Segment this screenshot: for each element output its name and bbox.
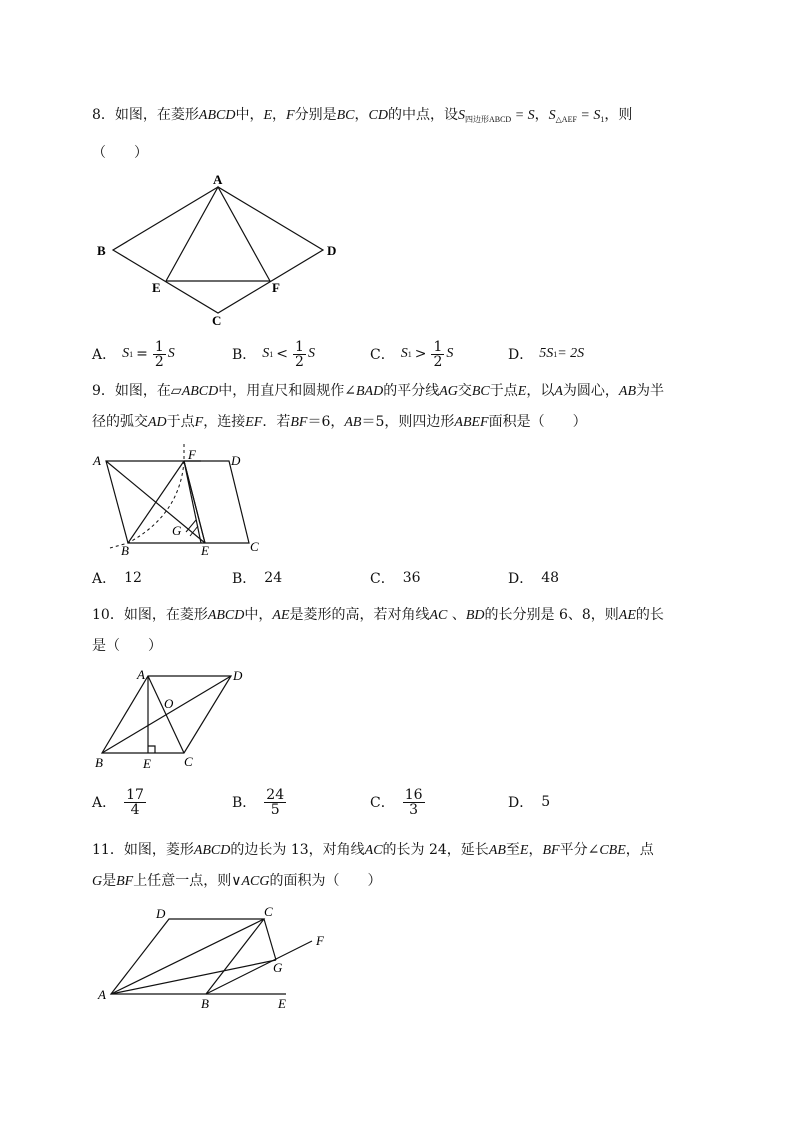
q10-rhombus [102,676,231,753]
option-idx: 1 [553,349,558,359]
q10-label-c: C [184,754,193,769]
q8-var: E [263,108,273,123]
option-fraction [403,788,425,817]
q10-right-angle-mark [148,746,155,753]
q10-text: 是菱形的高，若对角线 [289,607,430,623]
q8-text: 分别是 [294,107,337,123]
q11-bisector-bf [206,941,312,994]
frac-den: 2 [433,353,443,370]
frac-den: 2 [295,353,304,370]
q10-text: 的长分别是 6、8，则 [484,607,619,623]
q11-var: BF [542,843,560,858]
q9-text: ，连接 [203,414,246,430]
option-letter: B． [232,571,257,587]
q9-text: ，以 [526,383,555,399]
q11-var: AC [364,843,383,858]
frac-den: 3 [409,801,419,818]
q11-text: 的边长为 13，对角线 [230,842,365,858]
q8-s1-idx: 1 [600,115,605,124]
q9-label-b: B [121,543,129,558]
option-rhs: S [167,346,175,361]
q11-var: ABCD [193,843,231,858]
q11-text: 至 [505,842,520,858]
q9-label-c: C [250,539,259,554]
q9-parallelogram [106,461,249,543]
option-value: 48 [541,570,560,586]
q9-var: A [554,384,563,399]
q9-option-d[interactable] [508,563,559,593]
q8-text: ， [354,107,369,123]
q8-text: 如图，在菱形 [114,107,199,123]
q10-label-d: D [233,668,243,683]
q9-var: ABEF [454,415,489,430]
q11-line-ag [111,960,276,994]
q10-text: 中， [244,607,273,623]
q9-text: 交 [457,383,472,399]
option-letter: A． [92,571,117,587]
q9-line-fe [184,461,205,543]
option-rhs: = 2S [557,346,585,361]
q8-triangle-aef [166,187,270,281]
q9-var: E [517,384,527,399]
q9-var: EF [245,415,263,430]
q11-var: BF [116,874,134,889]
q9-option-b[interactable] [232,563,282,593]
q9-label-f: F [188,447,196,462]
q10-text: 、 [447,607,466,623]
q10-option-a[interactable] [92,784,148,820]
q9-var: AB [344,415,362,430]
q10-label-e: E [143,756,151,771]
q9-var: F [194,415,204,430]
q11-text: 的面积为（ ） [269,873,382,889]
option-op: = [136,346,148,362]
q9-parallel [184,461,201,543]
option-letter: A． [92,795,117,811]
frac-num: 1 [154,338,164,355]
q8-var: ABCD [198,108,236,123]
q10-var: BD [465,608,485,623]
q8-s-main: S [457,108,465,123]
q11-label-d: D [156,906,166,921]
q10-text: 是（ ） [92,638,162,654]
q8-label-a: A [213,172,223,187]
q10-text: 的长 [635,607,664,623]
q9-text: ＝6， [307,414,345,430]
q11-diagonal-ac [111,919,264,994]
q10-label-b: B [95,755,103,770]
q8-paren-text: （ ） [92,145,148,161]
option-idx: 1 [129,349,134,359]
q10-var: AE [272,608,290,623]
q9-var: ABCD [181,384,219,399]
q9-var: BAD [355,384,384,399]
q8-text: ， [534,107,549,123]
q9-option-a[interactable] [92,563,142,593]
q11-label-b: B [201,996,209,1011]
q8-label-c: C [212,313,222,328]
q11-rhombus [111,919,264,994]
q9-var: AG [439,384,458,399]
q9-label-g: G [172,523,182,538]
q8-rhombus [113,187,323,313]
option-op: > [414,346,427,362]
q11-stem-line2 [92,871,381,892]
option-fraction [431,340,444,369]
q8-label-d: D [327,243,337,258]
q9-var: BC [471,384,490,399]
option-value: 5 [541,794,551,810]
option-value: 36 [402,570,421,586]
q8-text: ， [272,107,287,123]
option-letter: D． [508,795,534,811]
q11-text: 是 [102,873,117,889]
q9-line-fe-dup [184,461,205,543]
q11-text: ，点 [625,842,654,858]
q9-text: 于点 [489,383,518,399]
q8-text: 中， [235,107,264,123]
option-rhs: S [446,346,454,361]
q11-label-f: F [316,933,324,948]
q8-option-c[interactable] [370,339,453,369]
option-fraction [264,788,286,817]
q10-text: 10．如图，在菱形 [92,607,208,623]
q9-arc-tick-left [110,543,128,548]
q9-bisector-ae [106,461,205,543]
q9-text: 9．如图，在▱ [92,383,182,399]
frac-num: 16 [404,786,423,803]
q10-stem-line2 [92,636,162,656]
q11-stem-line1 [92,840,654,861]
q11-var: CBE [599,843,626,858]
q8-label-e: E [152,280,161,295]
option-letter: B． [232,795,257,811]
q9-text: ＝5，则四边形 [361,414,455,430]
q9-text: 为半 [636,383,664,399]
q10-option-c[interactable] [370,784,427,820]
q10-diagonal-bd [102,676,231,753]
q11-text: 上任意一点，则 [133,873,232,889]
frac-num: 1 [433,338,443,355]
q11-text: 11．如图，菱形 [92,842,194,858]
q8-formula-s1 [549,108,605,123]
q11-label-e: E [278,996,286,1011]
option-letter: C． [370,795,395,811]
q11-label-c: C [264,904,273,919]
option-lhs: S [122,346,130,361]
q9-line-bf [128,461,184,543]
q8-option-b[interactable] [232,339,315,369]
frac-den: 2 [154,353,164,370]
q10-stem-line1 [92,605,664,626]
q8-option-d[interactable] [508,339,584,369]
option-value: 12 [124,570,142,586]
option-value: 24 [264,570,283,586]
q9-arc-mark-1 [186,520,196,532]
q8-option-a[interactable] [92,339,175,369]
q10-label-o: O [164,696,174,711]
q10-option-d[interactable] [508,784,550,820]
option-fraction [153,340,166,369]
q8-s1-main: S [548,108,556,123]
q8-var: BC [336,108,355,123]
option-letter: D． [508,347,534,363]
q9-hidden [205,461,229,543]
q9-var: AD [148,415,167,430]
q9-text: ．若 [262,414,291,430]
q8-text: ，则 [604,107,633,123]
q9-arc-mark-2 [190,526,198,536]
q9-var: AB [618,384,636,399]
q11-label-g: G [273,960,283,975]
option-lhs: S [262,346,270,361]
option-letter: C． [370,347,395,363]
q8-label-b: B [97,243,106,258]
frac-den: 5 [270,801,280,818]
q8-text: 的中点，设 [387,107,458,123]
q11-text: ， [528,842,543,858]
q8-formula-s [458,108,535,123]
option-idx: 1 [269,349,274,359]
q11-line-cg [264,919,276,960]
q10-option-b[interactable] [232,784,288,820]
q9-stem-line2 [92,412,587,433]
q8-stem-line1 [92,105,632,130]
q8-label-f: F [272,280,280,295]
q9-label-d: D [231,453,241,468]
q8-paren [92,143,148,163]
q10-var: AC [429,608,448,623]
option-lhs: 5S [539,346,554,361]
option-lhs: S [400,346,408,361]
q8-var: CD [368,108,388,123]
q9-text: 面积是（ ） [488,414,587,430]
q9-stem-line1 [92,381,664,402]
option-fraction [124,788,146,817]
q8-var: F [286,108,295,123]
option-fraction [293,340,306,369]
q10-diagonal-ac [148,676,184,753]
option-rhs: S [307,346,315,361]
q8-eq-s1: = S [576,108,601,123]
q11-var: G [92,874,103,889]
q8-number: 8． [92,107,115,123]
q11-triangle-symbol: ∨ [231,873,242,889]
option-letter: D． [508,571,534,587]
q9-option-c[interactable] [370,563,421,593]
frac-num: 1 [295,338,304,355]
q9-text: 径的弧交 [92,414,148,430]
q9-text: 于点 [166,414,195,430]
option-idx: 1 [407,349,412,359]
frac-den: 4 [130,801,140,818]
option-op: < [276,346,289,362]
q9-var: BF [290,415,308,430]
q11-var: AB [488,843,506,858]
q11-label-a: A [98,987,106,1002]
q10-label-a: A [137,667,145,682]
q11-text: 平分∠ [559,842,600,858]
frac-num: 17 [126,786,144,803]
option-letter: B． [232,347,257,363]
q10-var: ABCD [207,608,245,623]
q9-text: 中，用直尺和圆规作∠ [218,383,356,399]
q10-var: AE [618,608,636,623]
q11-var: E [519,843,529,858]
q11-text: 的长为 24，延长 [382,842,489,858]
q9-text: 的平分线 [383,383,440,399]
frac-num: 24 [266,786,285,803]
q9-text: 为圆心， [562,383,619,399]
q8-s1-sub: △AEF [555,115,577,124]
q11-var: ACG [241,874,270,889]
option-letter: A． [92,347,117,363]
q8-s-sub: 四边形ABCD [464,115,512,124]
q9-label-e: E [201,543,209,558]
q9-label-a: A [93,453,101,468]
option-letter: C． [370,571,395,587]
q8-eq-s: = S [511,108,535,123]
q9-arc-dashed [128,461,184,543]
